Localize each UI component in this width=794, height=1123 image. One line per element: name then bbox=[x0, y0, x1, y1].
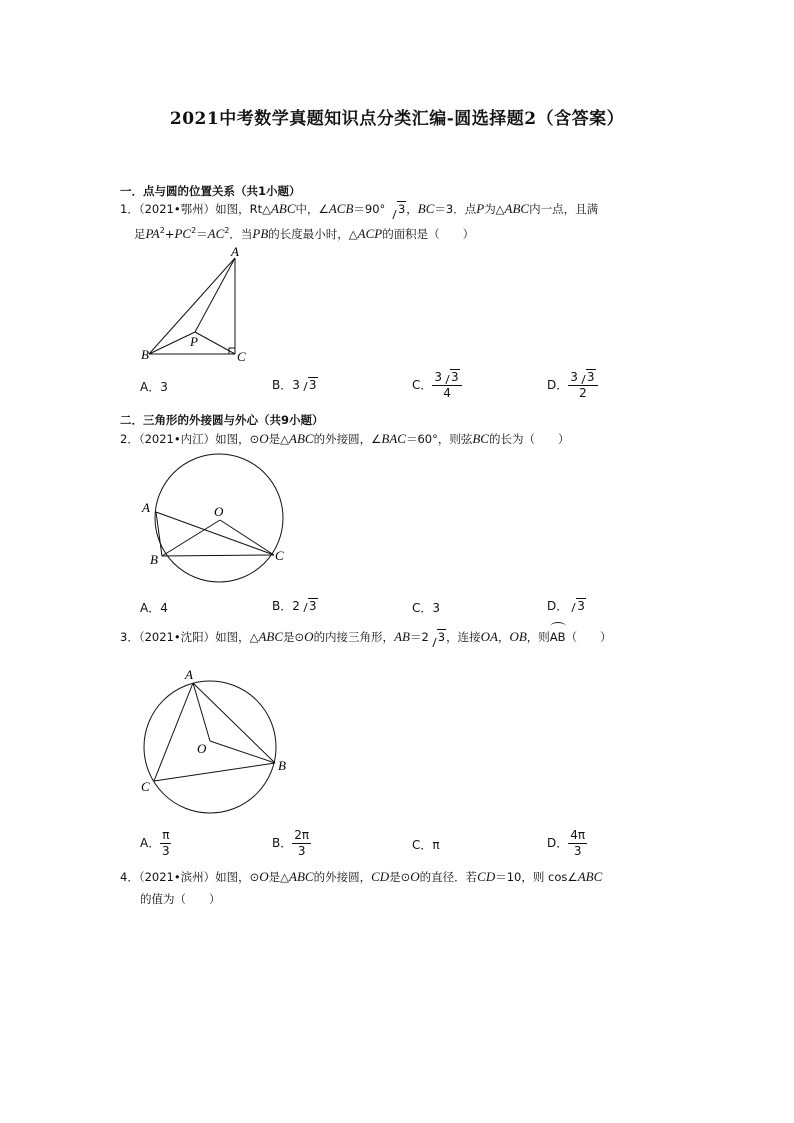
label-b: B bbox=[150, 552, 158, 567]
label-a: A bbox=[231, 244, 239, 259]
label-c: C bbox=[141, 779, 150, 794]
q2-option-a[interactable]: A．4 bbox=[140, 601, 168, 615]
figure-q1-triangle bbox=[135, 240, 255, 370]
question-1-text: 1．（2021•鄂州）如图，Rt△ABC中，∠ACB＝90° 3，BC＝3．点P为△ABC内一点，且满 足$PA^2+PC^2=AC^2$．当PB的长度最小时，△ACP的面积是（ ） bbox=[120, 198, 598, 245]
label-c: C bbox=[275, 548, 284, 563]
sqrt-symbol: 3 bbox=[389, 198, 406, 220]
figure-q2-circle bbox=[138, 452, 298, 587]
label-a: A bbox=[185, 667, 193, 682]
q1-option-b[interactable]: B．3 3 bbox=[272, 378, 317, 392]
page-title: 2021中考数学真题知识点分类汇编-圆选择题2（含答案） bbox=[169, 109, 625, 129]
label-a: A bbox=[142, 500, 150, 515]
q3-option-b[interactable]: B． $\frac{2\pi}{3}$ bbox=[272, 828, 310, 858]
label-c: C bbox=[237, 349, 246, 364]
q3-option-c[interactable]: C．π bbox=[412, 838, 440, 852]
label-o: O bbox=[197, 741, 207, 756]
q1-option-c[interactable]: C． $\frac{3 3}{4}$ bbox=[412, 370, 462, 401]
question-4-text: 4．（2021•滨州）如图，⊙O是△ABC的外接圆，CD是⊙O的直径．若CD＝10，则 cos∠ABC 的值为（ ） bbox=[120, 869, 603, 906]
q1-option-a[interactable]: A．3 bbox=[140, 380, 168, 394]
arc-ab: AB bbox=[550, 626, 566, 648]
q3-option-d[interactable]: D． $\frac{4\pi}{3}$ bbox=[547, 828, 586, 858]
label-p: P bbox=[190, 334, 198, 349]
question-3-text: 3．（2021•沈阳）如图，△ABC是⊙O的内接三角形，AB＝2 3，连接OA，OB，则AB（ ） bbox=[120, 626, 612, 648]
q1-option-d[interactable]: D． $\frac{3 3}{2}$ bbox=[547, 370, 598, 401]
q3-option-a[interactable]: A． $\frac{\pi}{3}$ bbox=[140, 828, 170, 858]
label-o: O bbox=[214, 504, 224, 519]
section-heading-2: 二．三角形的外接圆与外心（共9小题） bbox=[120, 413, 324, 427]
label-b: B bbox=[141, 347, 149, 362]
section-heading-1: 一．点与圆的位置关系（共1小题） bbox=[120, 184, 301, 198]
figure-q3-circle bbox=[135, 665, 295, 815]
q2-option-d[interactable]: D． 3 bbox=[547, 599, 585, 613]
label-b: B bbox=[278, 758, 286, 773]
q2-option-c[interactable]: C．3 bbox=[412, 601, 441, 615]
question-2-text: 2．（2021•内江）如图，⊙O是△ABC的外接圆，∠BAC＝60°，则弦BC的长为（ ） bbox=[120, 431, 570, 446]
q2-option-b[interactable]: B．2 3 bbox=[272, 599, 317, 613]
